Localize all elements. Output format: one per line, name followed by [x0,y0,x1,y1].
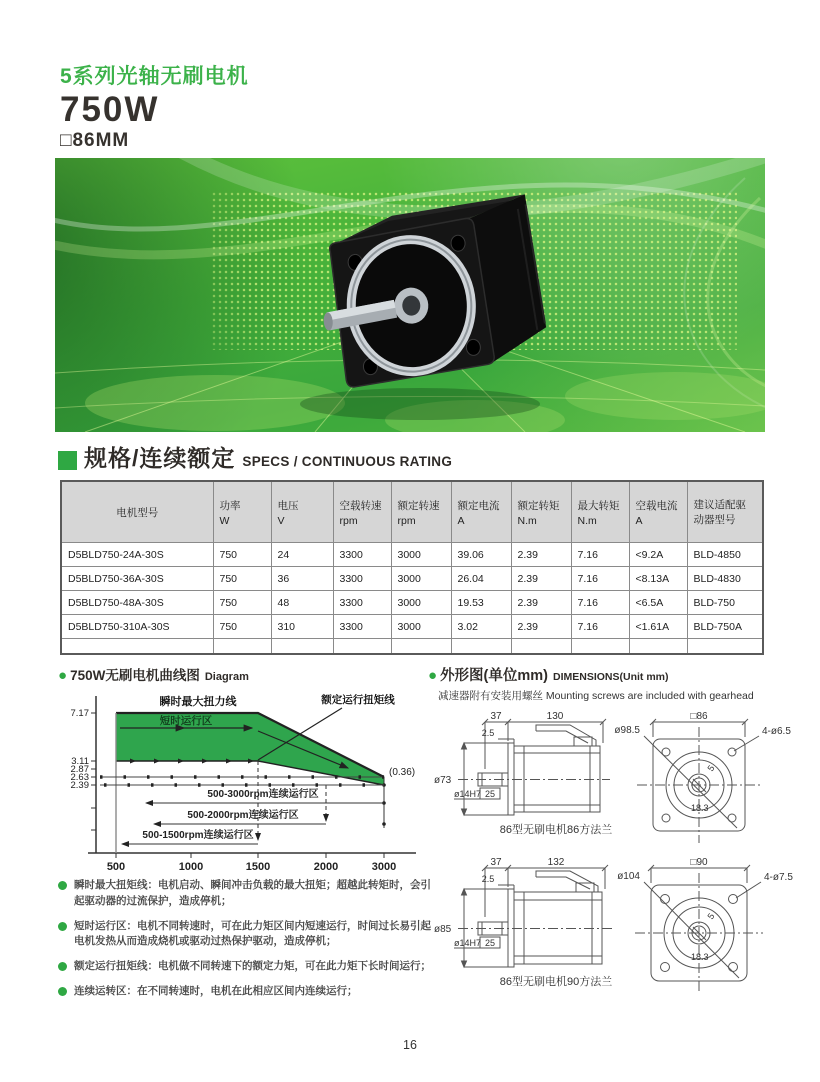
y-tick: 2.63 [70,772,89,783]
short-time-operating-area [116,713,384,785]
specs-title-en: SPECS / CONTINUOUS RATING [242,454,453,469]
table-cell: BLD-750 [687,591,763,615]
table-cell: 36 [271,567,333,591]
table-cell: 750 [213,591,271,615]
x-tick: 2000 [313,861,339,873]
y-tick: 2.39 [70,780,89,791]
table-cell: 3300 [333,567,391,591]
table-cell: 7.16 [571,615,629,639]
bullet-icon [58,962,67,971]
bullet-icon: ● [428,667,438,684]
table-row [61,567,763,591]
table-cell: D5BLD750-24A-30S [61,543,213,567]
diagram-title-en: Diagram [204,671,249,683]
table-cell [271,639,333,655]
banner-graphics [55,158,765,432]
dim-body-dia: ø85 [434,924,452,935]
note-text: 短时运行区：电机不同转速时，可在此力矩区间内短速运行，时间过长易引起电机发热从而造成烧机或驱动过热保护驱动，造成停机； [74,919,431,948]
dim-plate: 2.5 [481,728,495,738]
column-header: 额定转速 rpm [391,481,451,543]
dim-plate: 2.5 [481,874,495,884]
green-square-icon [58,451,77,470]
table-cell: 7.16 [571,543,629,567]
table-cell [511,639,571,655]
frame-size: □86MM [60,129,130,151]
note-item [58,878,433,910]
end-value-label: (0.36) [389,767,416,778]
table-row [61,543,763,567]
specs-table-body [61,543,763,655]
dim-len-body: 130 [546,711,564,722]
table-cell: <9.2A [629,543,687,567]
dim-len-body: 132 [547,857,565,868]
y-tick: 2.87 [70,764,89,775]
dimensions-note [438,688,818,703]
table-row [61,639,763,655]
table-cell [61,639,213,655]
power-rating: 750W [60,90,160,129]
table-cell: 7.16 [571,567,629,591]
dim-len-front: 37 [490,857,502,868]
table-cell: <1.61A [629,615,687,639]
specs-table [60,480,764,655]
column-header: 电机型号 [61,481,213,543]
bullet-icon: ● [58,667,68,684]
x-tick: 1500 [245,861,271,873]
table-cell: 3000 [391,543,451,567]
dim-body-dia: ø73 [434,775,452,786]
specs-table-head-row [61,481,763,543]
table-row [61,615,763,639]
torque-curve-chart [58,688,423,878]
table-cell: 2.39 [511,591,571,615]
table-cell: D5BLD750-36A-30S [61,567,213,591]
table-row [61,591,763,615]
column-header: 电压 V [271,481,333,543]
dim-square: □86 [690,711,708,722]
series-title: 5系列光轴无刷电机 [60,65,249,88]
bullet-icon [58,987,67,996]
note-text: 连续运转区：在不同转速时，电机在此相应区间内连续运行； [74,984,358,997]
dim-bore: ø14H7 [454,789,482,799]
table-cell [687,639,763,655]
column-header: 最大转矩 N.m [571,481,629,543]
x-tick: 500 [106,861,126,873]
rated-torque-label: 额定运行扭矩线 [321,694,395,706]
dimensions-note-en: Mounting screws are included with gearhead [545,690,754,702]
product-banner [55,158,765,432]
drawing-caption: 86型无刷电机90方法兰 [499,976,613,988]
table-cell: 3300 [333,615,391,639]
dim-key-depth: 18.3 [691,803,709,813]
note-item [58,984,433,1000]
table-cell [629,639,687,655]
cont-3000-label: 500-3000rpm连续运行区 [207,789,319,800]
table-cell: 48 [271,591,333,615]
table-cell: 310 [271,615,333,639]
specs-title-cn: 规格/连续额定 [84,445,236,471]
note-text: 额定运行扭矩线：电机做不同转速下的额定力矩，可在此力矩下长时间运行； [74,960,431,972]
dim-key-width: 5 [705,763,717,774]
dimensions-title [428,664,818,685]
table-cell: 3000 [391,591,451,615]
column-header: 额定转矩 N.m [511,481,571,543]
note-item [58,919,433,951]
motor-illustration [300,194,549,420]
dim-len-front: 37 [490,711,502,722]
table-cell: 19.53 [451,591,511,615]
table-cell: BLD-4830 [687,567,763,591]
dim-pilot-dia: ø104 [617,871,640,882]
table-cell: 750 [213,567,271,591]
table-cell: 3300 [333,543,391,567]
table-cell: 750 [213,615,271,639]
table-cell: 26.04 [451,567,511,591]
table-cell [571,639,629,655]
dim-shaft-len: 25 [484,789,496,799]
note-item [58,959,433,975]
dim-key-width: 5 [705,911,717,922]
dim-shaft-len: 25 [484,938,496,948]
dimensions-note-cn: 减速器附有安装用螺丝 [438,690,543,702]
diagram-title [58,664,423,684]
table-cell [451,639,511,655]
dimensions-title-en: DIMENSIONS(Unit mm) [553,671,669,683]
dim-pilot-dia: ø98.5 [614,725,640,736]
table-cell: BLD-4850 [687,543,763,567]
drawing-caption: 86型无刷电机86方法兰 [499,824,613,836]
max-torque-label: 瞬时最大扭力线 [159,696,237,708]
table-cell: 750 [213,543,271,567]
x-tick: 3000 [371,861,397,873]
table-cell: 3300 [333,591,391,615]
cont-1500-label: 500-1500rpm连续运行区 [142,830,254,841]
table-cell: 3.02 [451,615,511,639]
table-cell: 39.06 [451,543,511,567]
page-header [60,60,249,152]
table-cell [333,639,391,655]
bullet-icon [58,881,67,890]
specs-section-title [58,440,452,473]
x-tick: 1000 [178,861,204,873]
y-tick: 3.11 [71,756,89,767]
table-cell: BLD-750A [687,615,763,639]
dimensions-title-cn: 外形图(单位mm) [440,668,549,684]
table-cell: 7.16 [571,591,629,615]
notes-list [58,878,433,1009]
page-number: 16 [403,1038,417,1052]
column-header: 空载转速 rpm [333,481,391,543]
diagram-title-cn: 750W无刷电机曲线图 [70,668,200,683]
dimension-drawing-90-flange [428,855,816,1001]
note-text: 瞬时最大扭矩线：电机启动、瞬间冲击负载的最大扭矩；超越此转矩时，会引起驱动器的过流保护，造成停机； [74,879,431,907]
table-cell: 3000 [391,615,451,639]
short-run-label: 短时运行区 [159,715,213,727]
table-cell: 3000 [391,567,451,591]
table-cell: <6.5A [629,591,687,615]
column-header: 额定电流 A [451,481,511,543]
dim-holes: 4-ø7.5 [764,872,793,883]
column-header: 空载电流 A [629,481,687,543]
table-cell: 2.39 [511,615,571,639]
cont-2000-label: 500-2000rpm连续运行区 [187,810,299,821]
dimensions-section [428,664,818,1001]
bullet-icon [58,922,67,931]
column-header: 建议适配驱动器型号 [687,481,763,543]
table-cell: 24 [271,543,333,567]
column-header: 功率 W [213,481,271,543]
table-cell [213,639,271,655]
dim-holes: 4-ø6.5 [762,726,791,737]
table-cell [391,639,451,655]
torque-diagram-section [58,664,423,878]
table-cell: D5BLD750-310A-30S [61,615,213,639]
dim-key-depth: 18.3 [691,952,709,962]
dimension-drawing-86-flange [428,709,816,851]
dim-square: □90 [690,857,708,868]
dim-bore: ø14H7 [454,938,482,948]
table-cell: <8.13A [629,567,687,591]
table-cell: D5BLD750-48A-30S [61,591,213,615]
table-cell: 2.39 [511,567,571,591]
y-tick: 7.17 [70,708,89,719]
table-cell: 2.39 [511,543,571,567]
